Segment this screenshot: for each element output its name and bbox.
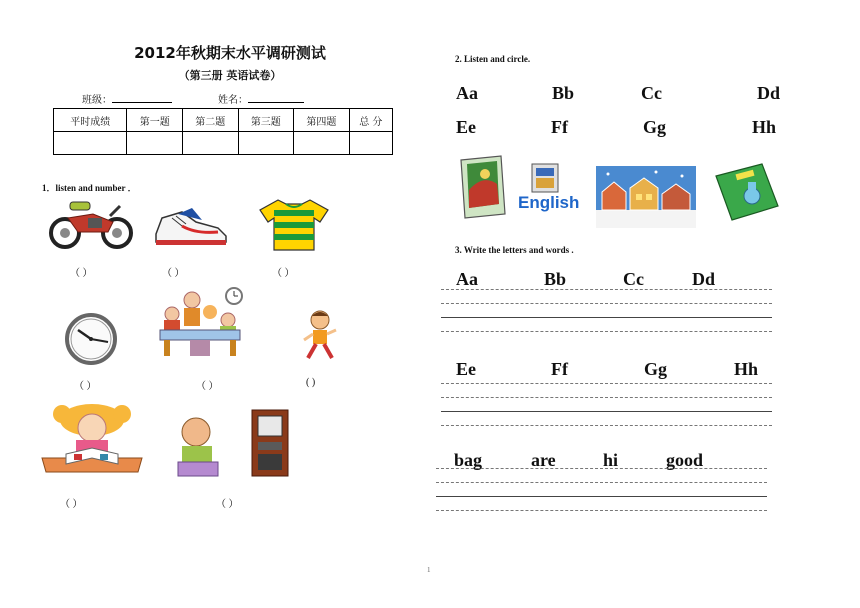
- answer-blank[interactable]: （ ）: [70, 268, 93, 279]
- letter-option[interactable]: Gg: [643, 117, 667, 137]
- letter-option[interactable]: Ee: [456, 117, 476, 137]
- writing-guideline: [441, 331, 772, 332]
- motorcycle-icon: [48, 196, 134, 250]
- letter-option[interactable]: Cc: [641, 83, 662, 103]
- answer-blank[interactable]: （ ）: [162, 268, 185, 279]
- writing-guideline: [441, 425, 772, 426]
- snowy-town-icon: [596, 166, 696, 228]
- writing-baseline[interactable]: [441, 317, 772, 318]
- sneaker-icon: [152, 204, 230, 248]
- class-field[interactable]: [112, 92, 172, 103]
- letter-option[interactable]: Dd: [757, 83, 781, 103]
- writing-sample: Aa: [456, 269, 478, 289]
- writing-baseline[interactable]: [441, 411, 772, 412]
- answer-blank[interactable]: （ ）: [196, 381, 219, 392]
- writing-sample: Hh: [734, 359, 759, 379]
- score-cell[interactable]: [349, 132, 392, 155]
- letter-option[interactable]: Aa: [456, 83, 478, 103]
- writing-guideline: [441, 383, 772, 384]
- green-book-icon: [710, 162, 782, 224]
- writing-sample: Ff: [551, 359, 568, 379]
- writing-sample: hi: [603, 450, 619, 470]
- writing-guideline: [436, 482, 767, 483]
- letter-option[interactable]: Hh: [752, 117, 777, 137]
- writing-sample: are: [531, 450, 556, 470]
- score-header-cell: 第四题: [294, 109, 350, 132]
- score-header-cell: 第一题: [127, 109, 183, 132]
- score-header-cell: 第二题: [183, 109, 239, 132]
- score-cell[interactable]: [238, 132, 294, 155]
- score-header-cell: 平时成绩: [54, 109, 127, 132]
- letter-option[interactable]: Ff: [551, 117, 568, 137]
- writing-baseline[interactable]: [436, 496, 767, 497]
- section3-title: 3. Write the letters and words .: [455, 245, 574, 255]
- writing-sample: Cc: [623, 269, 644, 289]
- writing-sample: Bb: [544, 269, 567, 289]
- page-number: 1: [427, 566, 431, 574]
- writing-sample: Ee: [456, 359, 476, 379]
- score-cell[interactable]: [183, 132, 239, 155]
- tshirt-icon: [258, 196, 330, 252]
- writing-sample: good: [666, 450, 704, 470]
- class-label: 班级：: [82, 95, 112, 106]
- writing-sample: bag: [454, 450, 483, 470]
- score-value-row: [54, 132, 393, 155]
- score-table: [53, 108, 393, 155]
- man-tv-icon: [172, 406, 292, 482]
- family-dinner-icon: [150, 286, 250, 360]
- running-boy-icon: [298, 308, 342, 364]
- score-cell[interactable]: [54, 132, 127, 155]
- score-cell[interactable]: [127, 132, 183, 155]
- girl-reading-icon: [38, 398, 146, 478]
- answer-blank[interactable]: ( ): [306, 377, 316, 388]
- answer-blank[interactable]: （ ）: [216, 499, 239, 510]
- writing-guideline: [436, 468, 767, 469]
- english-book-icon: [516, 162, 582, 214]
- score-cell[interactable]: [294, 132, 350, 155]
- writing-guideline: [441, 289, 772, 290]
- answer-blank[interactable]: （ ）: [60, 499, 83, 510]
- storybook-icon: [455, 154, 509, 220]
- writing-sample: Gg: [644, 359, 668, 379]
- english-label: English: [518, 193, 580, 212]
- section1-title: 1．listen and number ．: [42, 183, 137, 193]
- writing-guideline: [441, 397, 772, 398]
- writing-guideline: [441, 303, 772, 304]
- name-field[interactable]: [248, 92, 304, 103]
- name-label: 姓名：: [218, 95, 248, 106]
- letter-option[interactable]: Bb: [552, 83, 575, 103]
- score-header-cell: 第三题: [238, 109, 294, 132]
- section2-title: 2. Listen and circle.: [455, 54, 531, 64]
- answer-blank[interactable]: （ ）: [74, 381, 97, 392]
- score-header-cell: 总 分: [349, 109, 392, 132]
- page-title: 2012年秋期末水平调研测试: [134, 44, 326, 62]
- answer-blank[interactable]: （ ）: [272, 268, 295, 279]
- score-header-row: [54, 109, 393, 132]
- writing-sample: Dd: [692, 269, 716, 289]
- clock-icon: [64, 312, 118, 366]
- writing-guideline: [436, 510, 767, 511]
- page-subtitle: （第三册 英语试卷）: [178, 69, 282, 82]
